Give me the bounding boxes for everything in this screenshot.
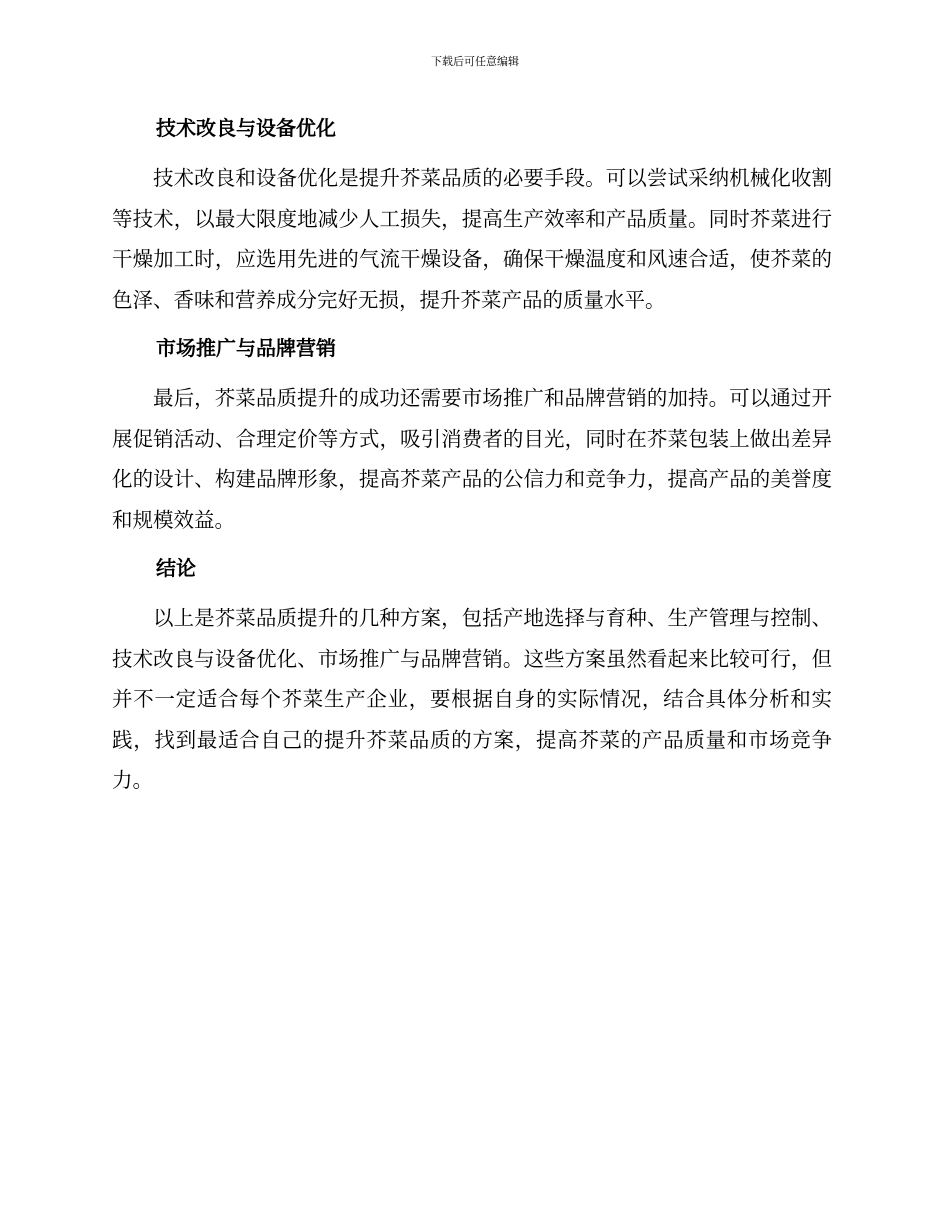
section-heading-conclusion: 结论 [156, 556, 196, 580]
section-paragraph-tech: 技术改良和设备优化是提升芥菜品质的必要手段。可以尝试采纳机械化收割等技术，以最大限度地减少人工损失，提高生产效率和产品质量。同时芥菜进行干燥加工时，应选用先进的气流干燥设备，确保干燥温度和风速合适，使芥菜的色泽、香味和营养成分完好无损，提升芥菜产品的质量水平。 [112, 166, 832, 312]
section-paragraph-conclusion: 以上是芥菜品质提升的几种方案，包括产地选择与育种、生产管理与控制、技术改良与设备优化、市场推广与品牌营销。这些方案虽然看起来比较可行，但并不一定适合每个芥菜生产企业，要根据自身的实际情况，结合具体分析和实践，找到最适合自己的提升芥菜品质的方案，提高芥菜的产品质量和市场竞争力。 [112, 606, 832, 792]
page-header: 下载后可任意编辑 [431, 55, 519, 68]
section-paragraph-marketing: 最后，芥菜品质提升的成功还需要市场推广和品牌营销的加持。可以通过开展促销活动、合理定价等方式，吸引消费者的目光，同时在芥菜包装上做出差异化的设计、构建品牌形象，提高芥菜产品的公信力和竞争力，提高产品的美誉度和规模效益。 [112, 386, 832, 532]
section-heading-tech: 技术改良与设备优化 [156, 116, 336, 140]
section-heading-marketing: 市场推广与品牌营销 [156, 336, 336, 360]
document-body [112, 110, 832, 801]
